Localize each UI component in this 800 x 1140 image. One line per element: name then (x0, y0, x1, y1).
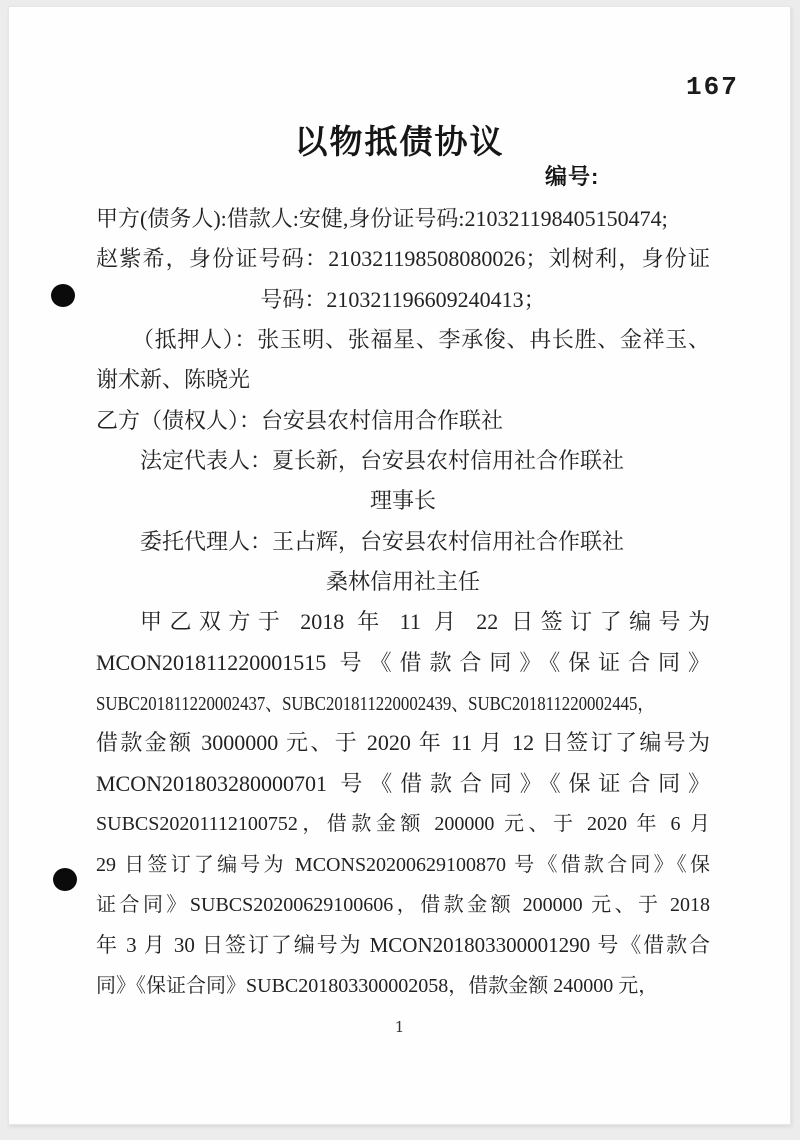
document-body (96, 199, 710, 1006)
footer-page-number: 1 (394, 1018, 405, 1036)
doc-line: 借款金额 3000000 元、于 2020 年 11 月 12 日签订了编号为 (96, 730, 710, 756)
document-title: 以物抵债协议 (294, 123, 505, 160)
doc-line-code-text: SUBC201811220002437、SUBC201811220002439、SUBC201811220002445， (96, 693, 655, 716)
doc-line: MCON201811220001515 号《借款合同》《保证合同》 (96, 649, 710, 675)
doc-line: 甲方(债务人):借款人:安健,身份证号码:210321198405150474; (96, 206, 668, 231)
doc-line: 委托代理人：王占辉，台安县农村信用社合作联社 (140, 528, 625, 554)
doc-line: 29 日签订了编号为 MCONS20200629100870 号《借款合同》《保 (96, 853, 710, 876)
doc-line: （抵押人）：张玉明、张福星、李承俊、冉长胜、金祥玉、 (132, 327, 710, 353)
document-number-label: 编号: (545, 164, 600, 189)
doc-line: SUBCS20201112100752，借款金额 200000 元、于 2020 年 6 月 (96, 813, 710, 836)
doc-line: 同》《保证合同》SUBC201803300002058，借款金额 240000 元， (96, 974, 659, 997)
punch-hole-top-icon (51, 284, 75, 307)
punch-hole-bottom-icon (53, 868, 77, 891)
doc-line: MCON201803280000701 号《借款合同》《保证合同》 (96, 770, 710, 796)
corner-page-number: 167 (686, 72, 739, 102)
doc-line: 谢术新、陈晓光 (96, 367, 251, 393)
doc-line: 号码：210321196609240413； (260, 286, 546, 312)
doc-line: 桑林信用社主任 (325, 569, 480, 595)
doc-line: 理事长 (369, 488, 436, 514)
doc-line: 年 3 月 30 日签订了编号为 MCON201803300001290 号《借款合 (96, 933, 710, 958)
doc-line: 乙方（债权人）：台安县农村信用合作联社 (96, 407, 504, 433)
doc-line (96, 683, 710, 723)
doc-line: 证合同》SUBCS20200629100606，借款金额 200000 元、于 2018 (96, 893, 710, 916)
doc-line: 法定代表人：夏长新，台安县农村信用社合作联社 (140, 448, 625, 474)
doc-line: 甲乙双方于 2018 年 11 月 22 日签订了编号为 (140, 609, 710, 635)
document-page (8, 6, 791, 1125)
doc-line: 赵紫希，身份证号码：210321198508080026；刘树利，身份证 (96, 246, 710, 272)
